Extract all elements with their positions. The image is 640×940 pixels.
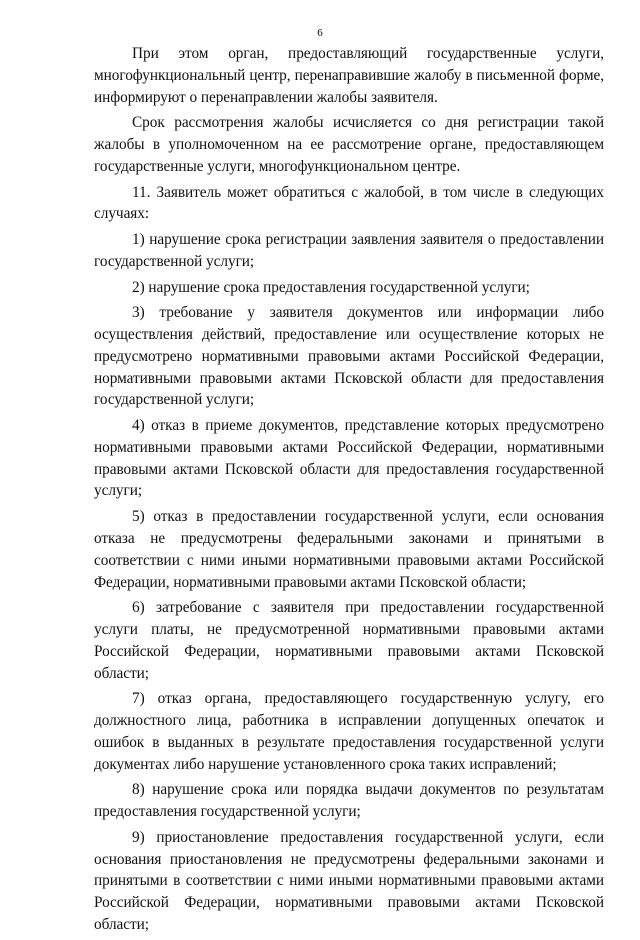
list-item-5: 5) отказ в предоставлении государственной услуги, если основания отказа не предусмотрены федеральными законами и принятыми в соответствии с ними иными нормативными правовыми актами Российской Федерации, нормативными правовыми актами Псковской области; bbox=[94, 508, 604, 591]
list-item-2: 2) нарушение срока предоставления государственной услуги; bbox=[132, 278, 530, 296]
paragraph-review-term: Срок рассмотрения жалобы исчисляется со дня регистрации такой жалобы в уполномоченном на ее рассмотрение органе, предоставляющем государственные услуги, многофункциональном центре. bbox=[94, 114, 604, 175]
list-item-7: 7) отказ органа, предоставляющего государственную услугу, его должностного лица, работника в исправлении допущенных опечаток и ошибок в выданных в результате предоставления государственной услуги документах либо нарушение установленного срока таких исправлений; bbox=[94, 690, 604, 773]
list-item-1: 1) нарушение срока регистрации заявления заявителя о предоставлении государственной услуги; bbox=[94, 231, 604, 270]
paragraph-clause-11: 11. Заявитель может обратиться с жалобой, в том числе в следующих случаях: bbox=[94, 183, 604, 223]
list-item-6: 6) затребование с заявителя при предоставлении государственной услуги платы, не предусмотренной нормативными правовыми актами Российской Федерации, нормативными правовыми актами Псковской области; bbox=[94, 599, 604, 682]
paragraph-redirect-notice: При этом орган, предоставляющий государственные услуги, многофункциональный центр, перенаправившие жалобу в письменной форме, информируют о перенаправлении жалобы заявителя. bbox=[94, 45, 604, 106]
list-item-4: 4) отказ в приеме документов, представление которых предусмотрено нормативными правовыми актами Российской Федерации, нормативными правовыми актами Псковской области для предоставления государственной услуги; bbox=[94, 417, 604, 500]
list-item-8: 8) нарушение срока или порядка выдачи документов по результатам предоставления государственной услуги; bbox=[94, 781, 604, 821]
document-body bbox=[94, 43, 604, 940]
page-number: 6 bbox=[317, 27, 323, 39]
list-item-3: 3) требование у заявителя документов или информации либо осуществления действий, предоставление или осуществление которых не предусмотрено нормативными правовыми актами Российской Федерации, нормативными правовыми актами Псковской области для предоставления государственной услуги; bbox=[94, 304, 604, 409]
list-item-9: 9) приостановление предоставления государственной услуги, если основания приостановления не предусмотрены федеральными законами и принятыми в соответствии с ними иными нормативными правовыми актами Российской Федерации, нормативными правовыми актами Псковской области; bbox=[94, 828, 604, 934]
